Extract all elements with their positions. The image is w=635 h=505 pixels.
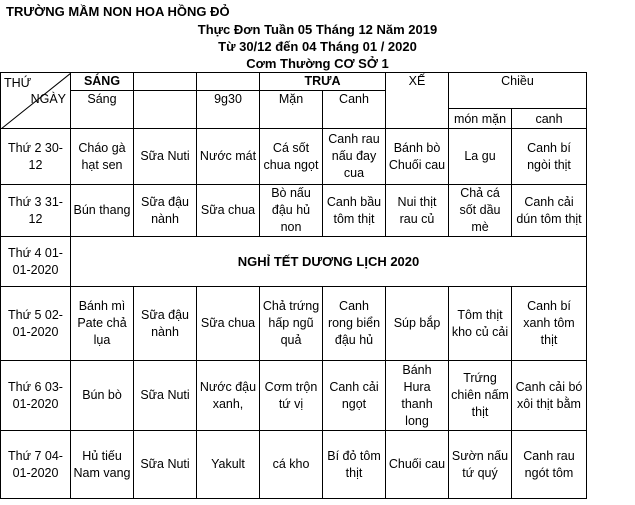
header-canh2: canh <box>512 109 587 129</box>
header-man: Mặn <box>260 91 323 129</box>
table-row <box>1 129 587 185</box>
menu-cell: Hủ tiếu Nam vang <box>71 431 134 499</box>
menu-cell: Bún bò <box>71 361 134 431</box>
menu-cell: Chuối cau <box>386 431 449 499</box>
menu-cell: Sữa đậu nành <box>134 185 197 237</box>
menu-cell: Sữa chua <box>197 185 260 237</box>
header-mon-man: món mặn <box>449 109 512 129</box>
menu-campus: Cơm Thường CƠ SỞ 1 <box>246 56 389 71</box>
menu-cell: Chả trứng hấp ngũ quả <box>260 287 323 361</box>
header-sang: SÁNG <box>71 73 134 91</box>
menu-cell: Sữa Nuti <box>134 431 197 499</box>
day-cell: Thứ 5 02-01-2020 <box>1 287 71 361</box>
header-chieu: Chiều <box>449 73 587 109</box>
menu-cell: Cá sốt chua ngọt <box>260 129 323 185</box>
table-row <box>1 361 587 431</box>
menu-cell: Tôm thịt kho củ cải <box>449 287 512 361</box>
menu-cell: Bún thang <box>71 185 134 237</box>
menu-cell: Nước mát <box>197 129 260 185</box>
menu-cell: Canh cải ngọt <box>323 361 386 431</box>
table-row <box>1 431 587 499</box>
corner-ngay-label: NGÀY <box>30 92 66 106</box>
school-name: TRƯỜNG MẦM NON HOA HỒNG ĐỎ <box>6 4 230 19</box>
day-cell: Thứ 4 01-01-2020 <box>1 237 71 287</box>
corner-cell <box>1 73 71 129</box>
menu-table <box>0 72 587 499</box>
menu-cell: Súp bắp <box>386 287 449 361</box>
menu-cell: Canh rau ngót tôm <box>512 431 587 499</box>
menu-cell: Canh rau nấu đay cua <box>323 129 386 185</box>
menu-cell: Canh cải dún tôm thịt <box>512 185 587 237</box>
menu-cell: Sữa Nuti <box>134 129 197 185</box>
menu-cell: Bò nấu đậu hủ non <box>260 185 323 237</box>
menu-cell: Bánh Hura thanh long <box>386 361 449 431</box>
menu-date-range: Từ 30/12 đến 04 Tháng 01 / 2020 <box>218 39 417 54</box>
menu-cell: Sữa Nuti <box>134 361 197 431</box>
menu-cell: Bí đỏ tôm thịt <box>323 431 386 499</box>
menu-cell: Nui thịt rau củ <box>386 185 449 237</box>
header-trua: TRƯA <box>260 73 386 91</box>
header-time: 9g30 <box>197 91 260 129</box>
menu-cell: Canh bí ngòi thịt <box>512 129 587 185</box>
menu-cell: Chả cá sốt dầu mè <box>449 185 512 237</box>
menu-cell: Sữa chua <box>197 287 260 361</box>
menu-cell: Canh cải bó xôi thịt bằm <box>512 361 587 431</box>
header-sang-sub: Sáng <box>71 91 134 129</box>
menu-cell: Sườn nấu tứ quý <box>449 431 512 499</box>
menu-cell: La gu <box>449 129 512 185</box>
table-row <box>1 287 587 361</box>
menu-cell: Bánh bò Chuối cau <box>386 129 449 185</box>
menu-cell: Trứng chiên nấm thịt <box>449 361 512 431</box>
menu-cell: Nước đậu xanh, <box>197 361 260 431</box>
corner-thu-label: THỨ <box>4 76 32 90</box>
menu-cell: Bánh mì Pate chả lụa <box>71 287 134 361</box>
day-cell: Thứ 7 04-01-2020 <box>1 431 71 499</box>
menu-week-title: Thực Đơn Tuần 05 Tháng 12 Năm 2019 <box>197 22 438 37</box>
day-cell: Thứ 2 30-12 <box>1 129 71 185</box>
menu-cell: Yakult <box>197 431 260 499</box>
table-row <box>1 185 587 237</box>
header-xe: XẾ <box>386 73 449 129</box>
holiday-banner: NGHỈ TẾT DƯƠNG LỊCH 2020 <box>71 237 587 287</box>
menu-cell: Canh bí xanh tôm thịt <box>512 287 587 361</box>
menu-cell: Canh rong biển đậu hủ <box>323 287 386 361</box>
menu-cell: Cháo gà hạt sen <box>71 129 134 185</box>
day-cell: Thứ 6 03-01-2020 <box>1 361 71 431</box>
menu-cell: cá kho <box>260 431 323 499</box>
menu-cell: Cơm trộn tứ vị <box>260 361 323 431</box>
header-canh: Canh <box>323 91 386 129</box>
menu-cell: Canh bầu tôm thịt <box>323 185 386 237</box>
day-cell: Thứ 3 31-12 <box>1 185 71 237</box>
table-row <box>1 237 587 287</box>
menu-cell: Sữa đậu nành <box>134 287 197 361</box>
